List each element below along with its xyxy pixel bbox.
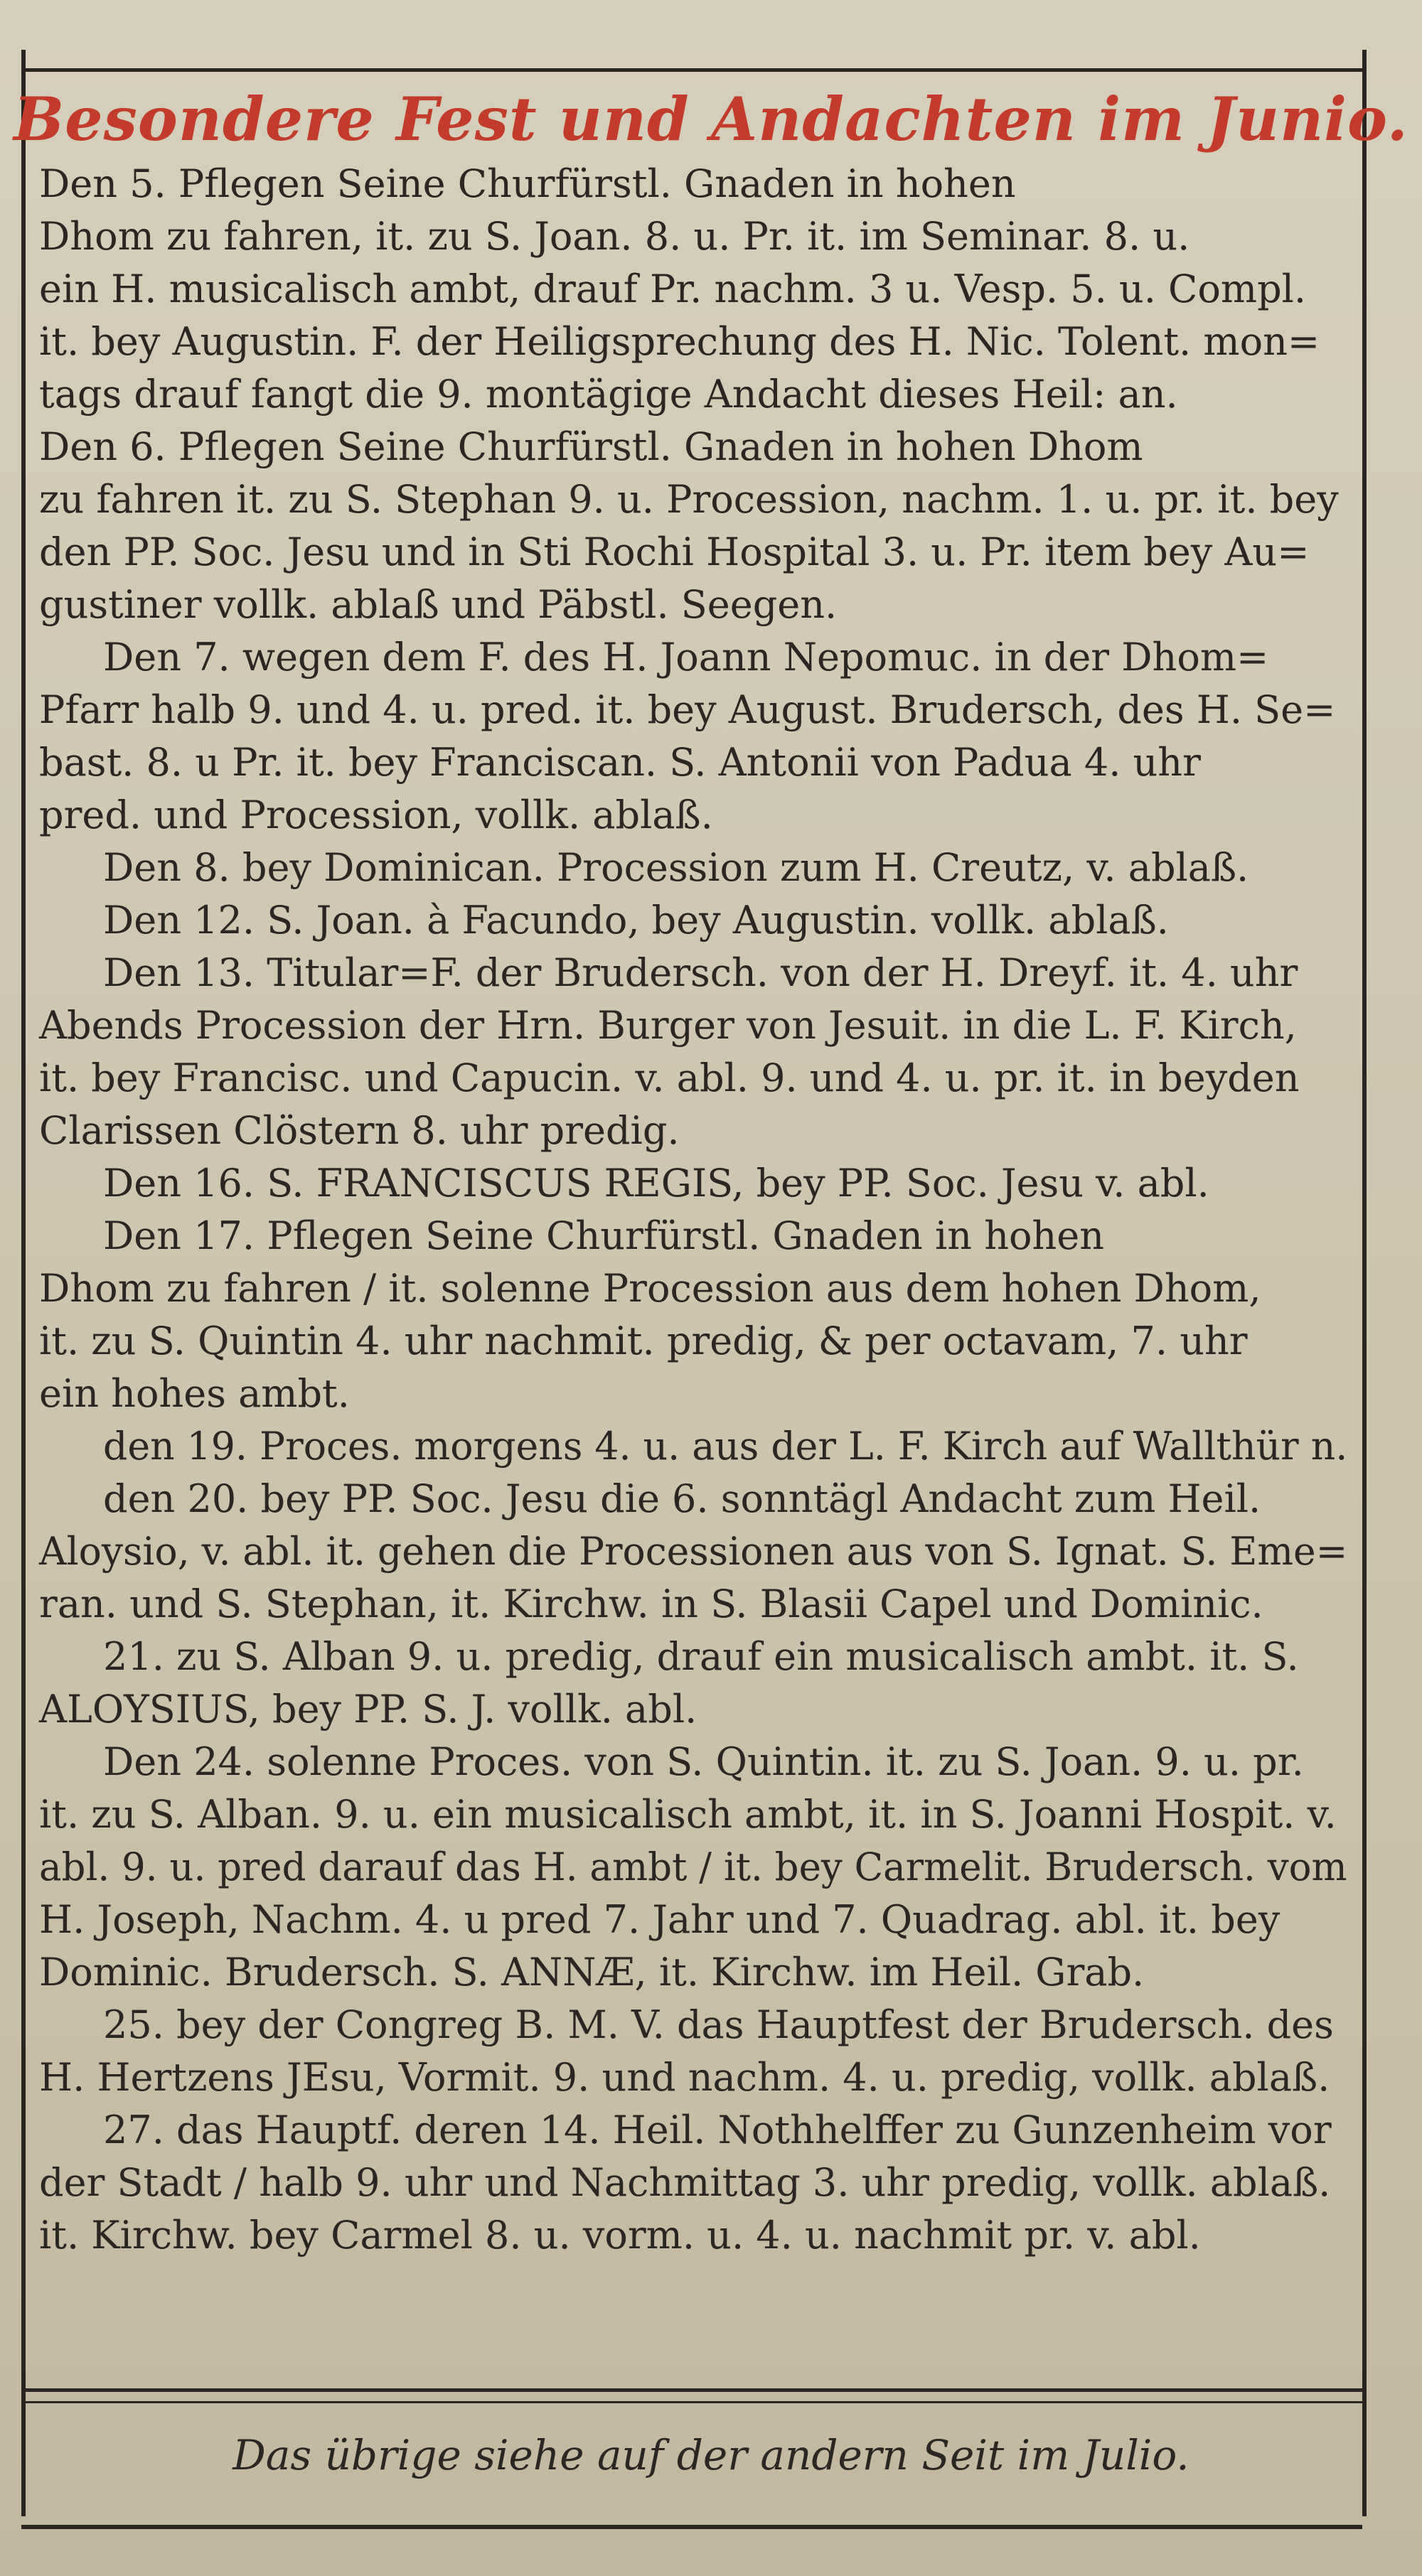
- text-line: Dhom zu fahren / it. solenne Procession aus dem hohen Dhom,: [39, 1266, 1261, 1311]
- text-line: Aloysio, v. abl. it. gehen die Processionen aus von S. Ignat. S. Eme=: [39, 1529, 1348, 1574]
- text-line: den 19. Proces. morgens 4. u. aus der L. F. Kirch auf Wallthür n.: [103, 1424, 1348, 1469]
- text-line: Den 7. wegen dem F. des H. Joann Nepomuc. in der Dhom=: [103, 635, 1269, 680]
- section-heading: Besondere Fest und Andachten im Junio.: [14, 84, 1408, 154]
- text-line: it. bey Francisc. und Capucin. v. abl. 9. und 4. u. pr. it. in beyden: [39, 1056, 1300, 1100]
- text-line: Den 16. S. FRANCISCUS REGIS, bey PP. Soc. Jesu v. abl.: [103, 1161, 1209, 1206]
- text-line: den 20. bey PP. Soc. Jesu die 6. sonntägl Andacht zum Heil.: [103, 1476, 1261, 1521]
- text-line: it. zu S. Quintin 4. uhr nachmit. predig, & per octavam, 7. uhr: [39, 1319, 1248, 1363]
- text-line: Pfarr halb 9. und 4. u. pred. it. bey August. Brudersch, des H. Se=: [39, 687, 1336, 732]
- text-line: Clarissen Clöstern 8. uhr predig.: [39, 1108, 680, 1153]
- text-line: der Stadt / halb 9. uhr und Nachmittag 3. uhr predig, vollk. ablaß.: [39, 2160, 1331, 2205]
- text-line: Dhom zu fahren, it. zu S. Joan. 8. u. Pr. it. im Seminar. 8. u.: [39, 214, 1190, 259]
- text-line: tags drauf fangt die 9. montägige Andacht dieses Heil: an.: [39, 372, 1178, 417]
- text-line: Dominic. Brudersch. S. ANNÆ, it. Kirchw. im Heil. Grab.: [39, 1950, 1145, 1995]
- text-line: bast. 8. u Pr. it. bey Franciscan. S. Antonii von Padua 4. uhr: [39, 740, 1201, 785]
- text-line: it. Kirchw. bey Carmel 8. u. vorm. u. 4. u. nachmit pr. v. abl.: [39, 2213, 1201, 2258]
- text-line: Den 17. Pflegen Seine Churfürstl. Gnaden in hohen: [103, 1213, 1105, 1258]
- text-line: 27. das Hauptf. deren 14. Heil. Nothhelffer zu Gunzenheim vor: [103, 2108, 1332, 2152]
- bottom-rule: [21, 2525, 1362, 2529]
- text-line: Abends Procession der Hrn. Burger von Jesuit. in die L. F. Kirch,: [39, 1003, 1297, 1048]
- text-line: Den 24. solenne Proces. von S. Quintin. it. zu S. Joan. 9. u. pr.: [103, 1739, 1304, 1784]
- text-line: ein hohes ambt.: [39, 1371, 350, 1416]
- footer-note: Das übrige siehe auf der andern Seit im Julio.: [232, 2431, 1190, 2479]
- text-line: pred. und Procession, vollk. ablaß.: [39, 793, 713, 837]
- text-line: ran. und S. Stephan, it. Kirchw. in S. Blasii Capel und Dominic.: [39, 1582, 1263, 1626]
- top-rule: [21, 68, 1362, 72]
- text-line: H. Hertzens JEsu, Vormit. 9. und nachm. 4. u. predig, vollk. ablaß.: [39, 2055, 1330, 2100]
- text-line: it. zu S. Alban. 9. u. ein musicalisch ambt, it. in S. Joanni Hospit. v.: [39, 1792, 1337, 1837]
- footer-rule-inner: [21, 2401, 1362, 2403]
- text-line: ALOYSIUS, bey PP. S. J. vollk. abl.: [39, 1687, 697, 1732]
- text-line: den PP. Soc. Jesu und in Sti Rochi Hospital 3. u. Pr. item bey Au=: [39, 530, 1310, 574]
- text-line: 25. bey der Congreg B. M. V. das Hauptfest der Brudersch. des: [103, 2002, 1334, 2047]
- text-line: Den 5. Pflegen Seine Churfürstl. Gnaden in hohen: [39, 161, 1016, 206]
- text-line: Den 12. S. Joan. à Facundo, bey Augustin. vollk. ablaß.: [103, 898, 1169, 943]
- text-line: abl. 9. u. pred darauf das H. ambt / it. bey Carmelit. Brudersch. vom: [39, 1845, 1347, 1889]
- text-line: Den 6. Pflegen Seine Churfürstl. Gnaden in hohen Dhom: [39, 424, 1143, 469]
- text-line: ein H. musicalisch ambt, drauf Pr. nachm. 3 u. Vesp. 5. u. Compl.: [39, 267, 1307, 311]
- text-line: gustiner vollk. ablaß und Päbstl. Seegen.: [39, 582, 838, 627]
- text-line: Den 8. bey Dominican. Procession zum H. Creutz, v. ablaß.: [103, 845, 1249, 890]
- text-line: zu fahren it. zu S. Stephan 9. u. Procession, nachm. 1. u. pr. it. bey: [39, 477, 1339, 522]
- text-line: it. bey Augustin. F. der Heiligsprechung des H. Nic. Tolent. mon=: [39, 319, 1320, 364]
- text-line: Den 13. Titular=F. der Brudersch. von der H. Dreyf. it. 4. uhr: [103, 950, 1298, 995]
- text-line: H. Joseph, Nachm. 4. u pred 7. Jahr und 7. Quadrag. abl. it. bey: [39, 1897, 1281, 1942]
- text-line: 21. zu S. Alban 9. u. predig, drauf ein musicalisch ambt. it. S.: [103, 1634, 1299, 1679]
- footer-rule: [21, 2388, 1362, 2392]
